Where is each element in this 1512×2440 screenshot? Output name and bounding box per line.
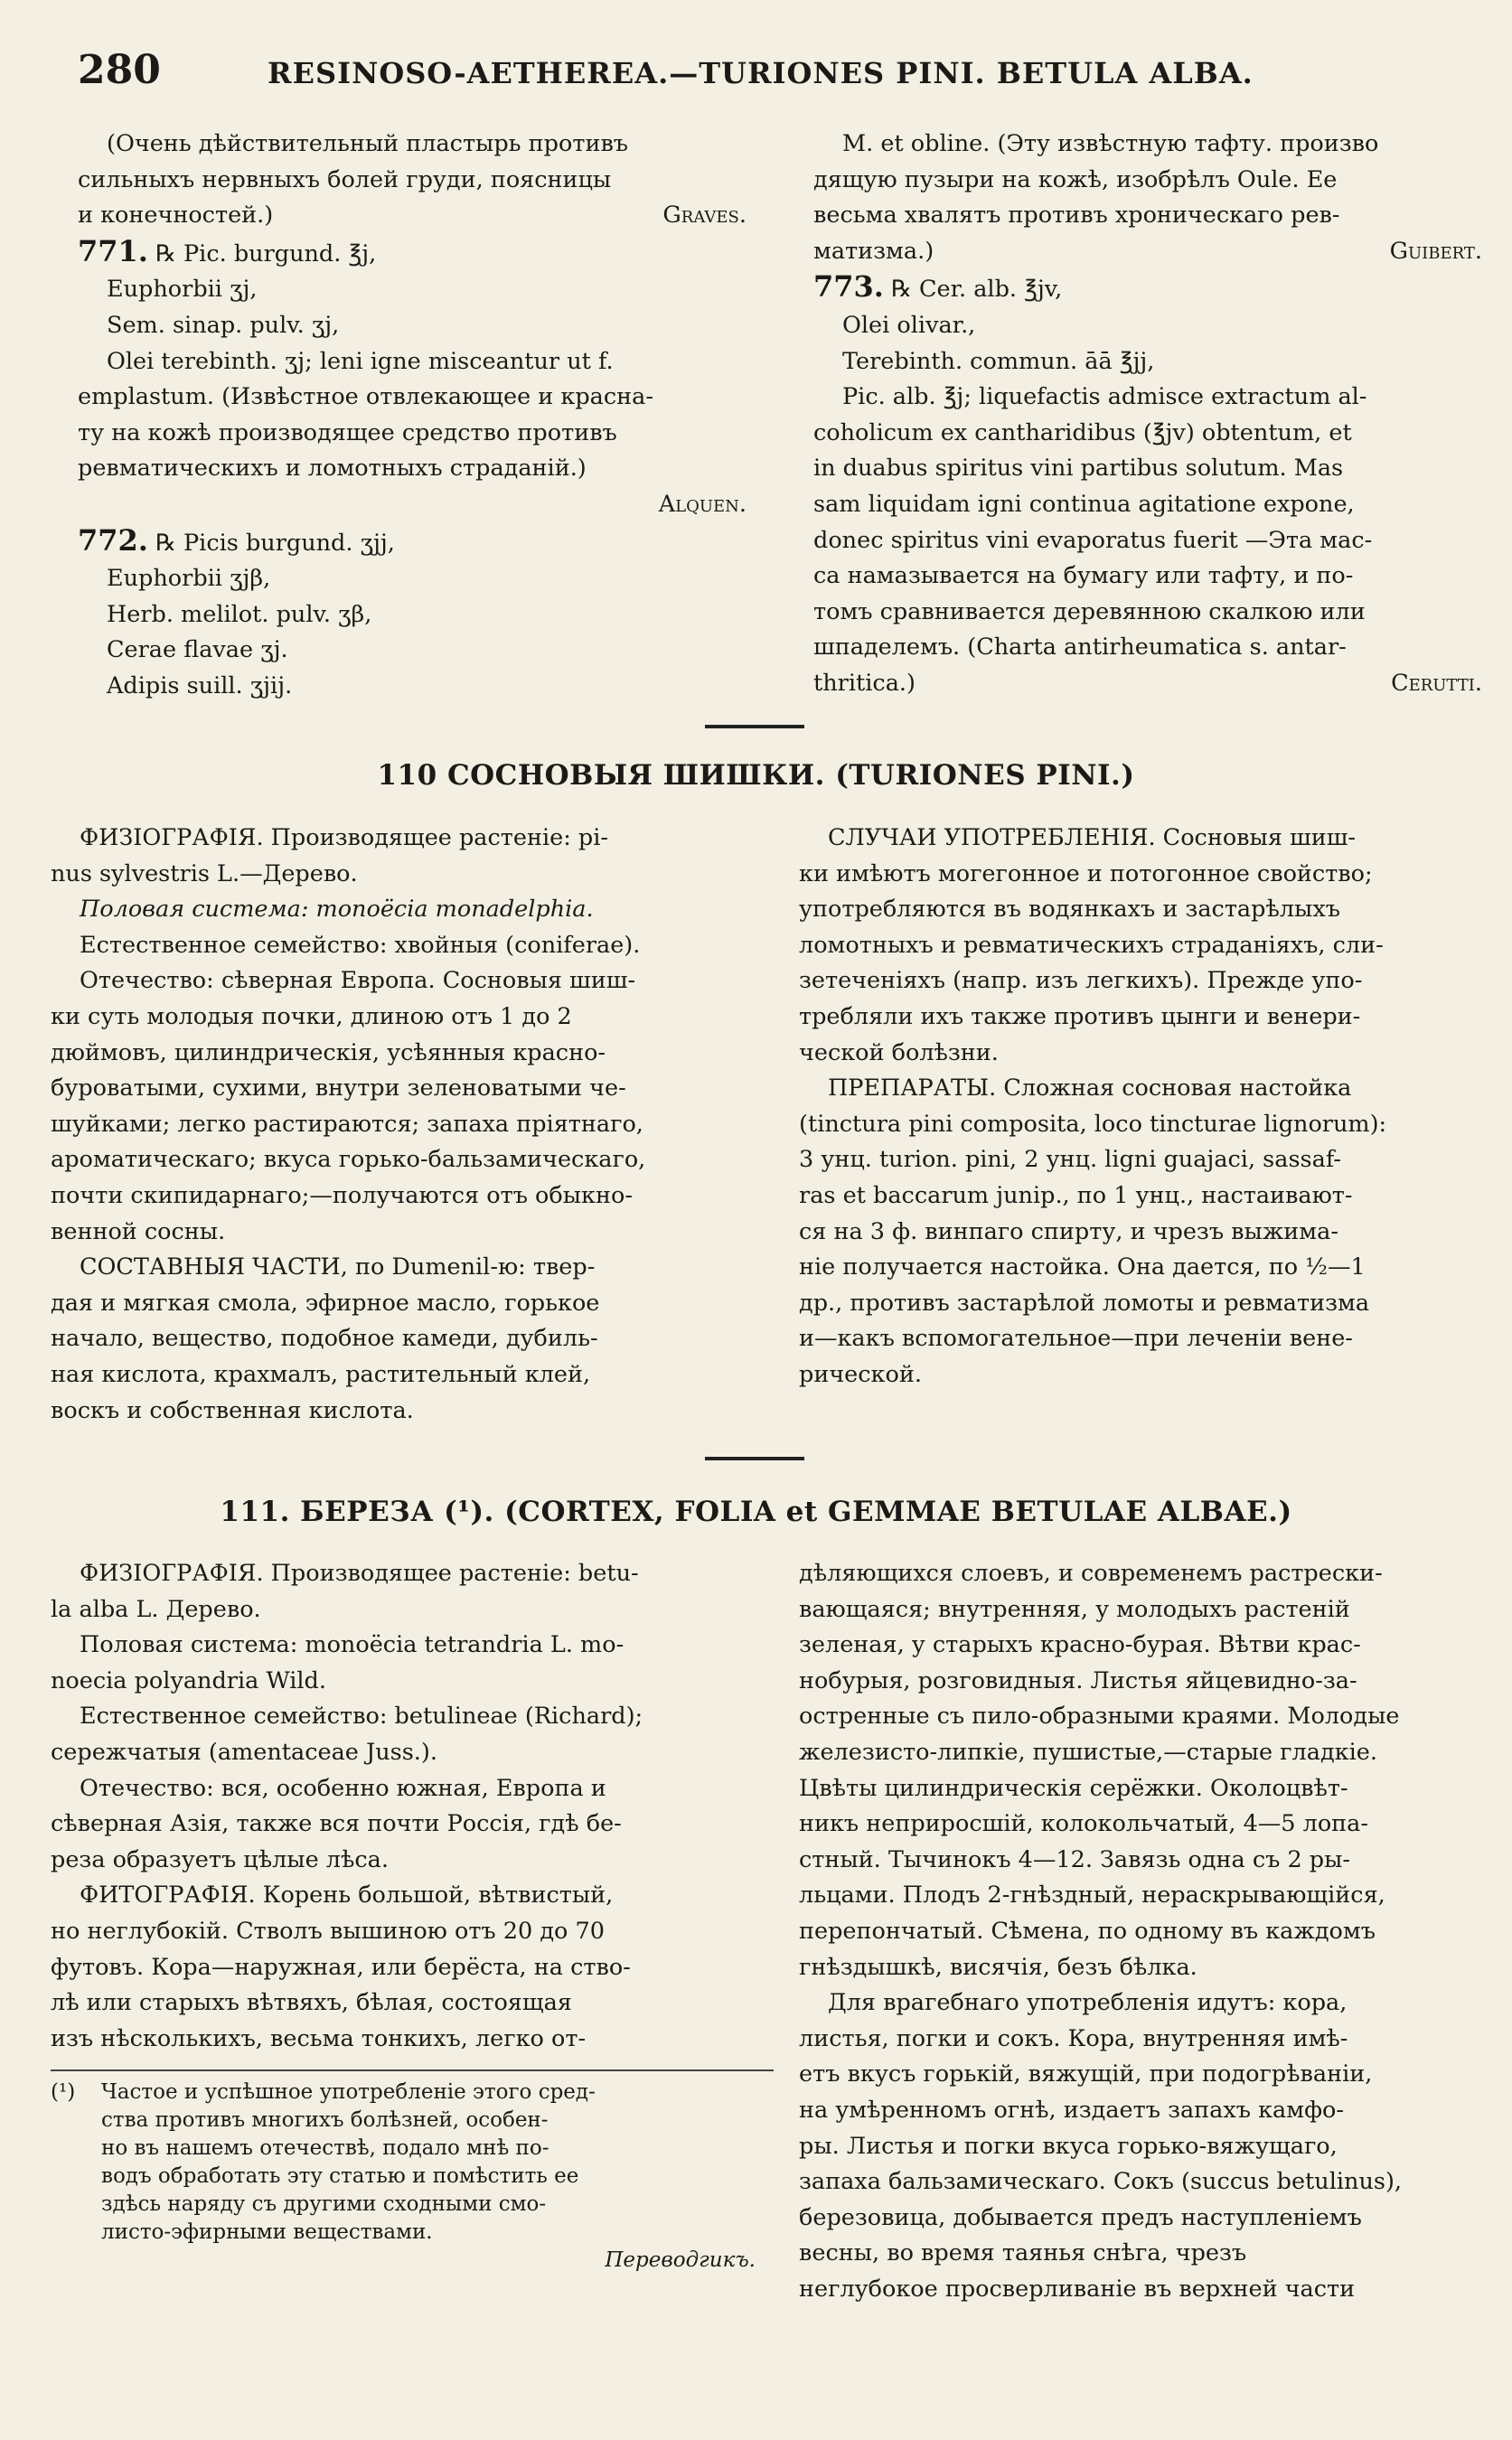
text-line: ческой болѣзни. — [799, 1038, 999, 1066]
footnote-line: водъ обработать эту статью и помѣстить ее — [101, 2164, 579, 2188]
text-line: Половая система: monoëcia monadelphia. — [80, 896, 594, 924]
text-line: но неглубокій. Стволъ вышиною отъ 20 до 70 — [51, 1917, 605, 1945]
text-line: стный. Тычинокъ 4—12. Завязь одна съ 2 ры- — [799, 1845, 1351, 1873]
text-line: венной сосны. — [51, 1217, 226, 1245]
text-line: ФИЗІОГРАФІЯ. Производящее растеніе: pi- — [80, 824, 609, 851]
text-line: ки суть молодыя почки, длиною отъ 1 до 2 — [51, 1002, 572, 1030]
text-line: дящую пузыри на кожѣ, изобрѣлъ Oule. Ее — [813, 165, 1338, 193]
footnote-line: Частое и успѣшное употребленіе этого сред- — [101, 2080, 596, 2104]
author-signature: Graves. — [662, 202, 747, 230]
top-left-column — [78, 127, 747, 705]
text-line: рической. — [799, 1360, 922, 1388]
page-header — [78, 47, 1488, 101]
text-line: M. et oblinе. (Эту извѣстную тафту. произво — [842, 130, 1379, 157]
text-line: ки имѣютъ могегонное и потогонное свойство; — [799, 859, 1373, 887]
footnote-line: ства противъ многихъ болѣзней, особен- — [101, 2108, 549, 2132]
text-line: Половая система: monoëcia tetrandria L. mo- — [80, 1631, 625, 1659]
text-line: реза образуетъ цѣлые лѣса. — [51, 1845, 389, 1873]
footnote-line: но въ нашемъ отечествѣ, подало мнѣ по- — [101, 2136, 549, 2160]
recipe-line: Cerae flavae ʒj. — [107, 636, 288, 664]
section-110-title: 110 СОСНОВЫЯ ШИШКИ. (TURIONES PINI.) — [377, 759, 1135, 792]
text-line: матизма.) — [813, 237, 934, 265]
text-line: Отечество: вся, особенно южная, Европа и — [80, 1774, 606, 1802]
text-line: дая и мягкая смола, эфирное масло, горькое — [51, 1289, 600, 1317]
recipe-number: 772. — [78, 522, 148, 558]
text-line: др., противъ застарѣлой ломоты и ревматизма — [799, 1289, 1370, 1317]
recipe-line: ℞ Pic. burgund. ℥j, — [155, 239, 377, 267]
recipe-line: coholicum ex cantharidibus (℥jv) obtentum, et — [813, 418, 1352, 446]
text-line: вающаяся; внутренняя, у молодыхъ растеній — [799, 1595, 1350, 1623]
text-line: березовица, добывается предъ наступленіемъ — [799, 2203, 1362, 2231]
text-line: 3 унц. turion. pini, 2 унц. ligni guajaci, sassaf- — [799, 1146, 1341, 1174]
text-line: СЛУЧАИ УПОТРЕБЛЕНІЯ. Сосновыя шиш- — [828, 824, 1357, 851]
text-line: Отечество: сѣверная Европа. Сосновыя шиш- — [80, 967, 636, 995]
text-line: noecia polyandria Wild. — [51, 1666, 326, 1694]
section-111-left-column — [51, 1556, 774, 2057]
section-divider — [705, 1457, 804, 1460]
text-line: футовъ. Кора—наружная, или берёста, на ство- — [51, 1953, 631, 1981]
footnote — [51, 2079, 774, 2275]
recipe-line: sam liquidam igni continua agitatione expone, — [813, 490, 1355, 518]
recipe-number: 771. — [78, 233, 148, 268]
text-line: ніе получается настойка. Она дается, по ½—1 — [799, 1253, 1366, 1281]
text-line: дѣляющихся слоевъ, и современемъ растрески- — [799, 1560, 1383, 1587]
text-line: буроватыми, сухими, внутри зеленоватыми че- — [51, 1075, 626, 1103]
text-line: ароматическаго; вкуса горько-бальзамическаго, — [51, 1146, 646, 1174]
recipe-line: thritica.) — [813, 669, 916, 697]
text-line: дюймовъ, цилиндрическія, усѣянныя красно- — [51, 1038, 606, 1066]
text-line: сѣверная Азія, также вся почти Россія, гдѣ бе- — [51, 1810, 622, 1838]
author-signature: Cerutti. — [1391, 669, 1482, 697]
author-signature: Guibert. — [1389, 237, 1482, 265]
text-line: начало, вещество, подобное камеди, дубиль- — [51, 1325, 598, 1353]
recipe-line: Sem. sinap. pulv. ʒj, — [107, 311, 340, 339]
text-line: почти скипидарнаго;—получаются отъ обыкно- — [51, 1181, 633, 1209]
recipe-771 — [78, 234, 747, 523]
recipe-line: Herb. melilot. pulv. ʒβ, — [107, 600, 372, 628]
text-line: ная кислота, крахмалъ, растительный клей, — [51, 1360, 591, 1388]
text-line: нобурыя, розговидныя. Листья яйцевидно-за- — [799, 1666, 1357, 1694]
recipe-line: Olei olivar., — [842, 311, 976, 339]
section-110-right-column — [799, 821, 1504, 1394]
text-line: и конечностей.) — [78, 202, 274, 230]
text-line: сильныхъ нервныхъ болей груди, поясницы — [78, 165, 612, 193]
page-number: 280 — [78, 47, 161, 93]
text-line: лѣ или старыхъ вѣтвяхъ, бѣлая, состоящая — [51, 1989, 572, 2017]
text-line: и—какъ вспомогательное—при леченіи вене- — [799, 1325, 1353, 1353]
footnote-line: здѣсь наряду съ другими сходными смо- — [101, 2192, 547, 2216]
text-line: Естественное семейство: betulineae (Richard); — [80, 1703, 643, 1731]
text-line: (tinctura pini composita, loco tincturae lignorum): — [799, 1110, 1387, 1138]
text-line: Естественное семейство: хвойныя (coniferae). — [80, 931, 641, 959]
text-line: nus sylvestris L.—Дерево. — [51, 859, 358, 887]
recipe-line: ту на кожѣ производящее средство противъ — [78, 418, 617, 446]
text-line: ПРЕПАРАТЫ. Сложная сосновая настойка — [828, 1075, 1352, 1103]
text-line: ФИТОГРАФІЯ. Корень большой, вѣтвистый, — [80, 1882, 614, 1910]
section-111-right-column — [799, 1556, 1504, 2307]
text-line: требляли ихъ также противъ цынги и венери- — [799, 1002, 1361, 1030]
text-line: зетеченіяхъ (напр. изъ легкихъ). Прежде упо- — [799, 967, 1363, 995]
section-111-title: 111. БЕРЕЗА (¹). (CORTEX, FOLIA et GEMMAE BETULAE ALBAE.) — [220, 1496, 1292, 1528]
text-line: ся на 3 ф. винпаго спирту, и чрезъ выжима- — [799, 1217, 1338, 1245]
text-line: неглубокое просверливаніе въ верхней части — [799, 2275, 1356, 2303]
text-line: остренные съ пило-образными краями. Молодые — [799, 1703, 1400, 1731]
recipe-line: ℞ Picis burgund. ʒjj, — [155, 529, 395, 557]
recipe-line: ℞ Cer. alb. ℥jv, — [891, 276, 1063, 304]
recipe-line: Terebinth. commun. āā ℥jj, — [842, 347, 1155, 375]
footnote-rule — [51, 2069, 774, 2071]
text-line: ras et baccarum junip., по 1 унц., настаивают- — [799, 1181, 1353, 1209]
recipe-number: 773. — [813, 269, 884, 305]
recipe-line: Euphorbii ʒj, — [107, 276, 258, 304]
author-signature: Alquen. — [658, 490, 747, 518]
text-line: запаха бальзамическаго. Сокъ (succus betulinus), — [799, 2168, 1403, 2196]
text-line: гнѣздышкѣ, висячія, безъ бѣлка. — [799, 1953, 1197, 1981]
text-line: перепончатый. Сѣмена, по одному въ каждомъ — [799, 1917, 1376, 1945]
text-line: воскъ и собственная кислота. — [51, 1396, 414, 1424]
recipe-line: Adipis suill. ʒjij. — [107, 671, 293, 699]
recipe-line: Euphorbii ʒjβ, — [107, 565, 271, 593]
text-line: весьма хвалятъ противъ хроническаго рев- — [813, 202, 1340, 230]
recipe-line: emplastum. (Извѣстное отвлекающее и красна- — [78, 383, 653, 411]
text-line: листья, погки и сокъ. Кора, внутренняя имѣ- — [799, 2024, 1348, 2052]
text-line: весны, во время таянья снѣга, чрезъ — [799, 2239, 1247, 2267]
top-right-column — [813, 127, 1482, 702]
translator-signature: Переводгикъ. — [605, 2248, 756, 2272]
text-line: (Очень дѣйствительный пластырь противъ — [107, 130, 629, 157]
footnote-line: листо-эфирными веществами. — [101, 2220, 433, 2244]
text-line: никъ неприросшій, колокольчатый, 4—5 лопа- — [799, 1810, 1368, 1838]
footnote-mark: (¹) — [51, 2080, 76, 2104]
text-line: Цвѣты цилиндрическія серёжки. Околоцвѣт- — [799, 1774, 1348, 1802]
text-line: сережчатыя (amentaceae Juss.). — [51, 1738, 437, 1766]
text-line: етъ вкусъ горькій, вяжущій, при подогрѣваніи, — [799, 2060, 1373, 2088]
text-line: изъ нѣсколькихъ, весьма тонкихъ, легко от- — [51, 2024, 587, 2052]
recipe-line: Olei terebinth. ʒj; leni igne misceantur ut f. — [107, 347, 614, 375]
recipe-line: ревматическихъ и ломотныхъ страданій.) — [78, 455, 587, 483]
recipe-772 — [78, 523, 747, 705]
section-divider — [705, 725, 804, 728]
text-line: ломотныхъ и ревматическихъ страданіяхъ, сли- — [799, 931, 1384, 959]
text-line: употребляются въ водянкахъ и застарѣлыхъ — [799, 896, 1340, 924]
recipe-line: шпаделемъ. (Charta antirheumatica s. antar- — [813, 633, 1347, 662]
text-line: зеленая, у старыхъ красно-бурая. Вѣтви крас- — [799, 1631, 1361, 1659]
recipe-line: in duabus spiritus vini partibus solutum. Mas — [813, 455, 1344, 483]
text-line: шуйками; легко растираются; запаха пріятнаго, — [51, 1110, 643, 1138]
text-line: железисто-липкіе, пушистые,—старые гладкіе. — [799, 1738, 1377, 1766]
recipe-line: Pic. alb. ℥j; liquefactis admisce extractum al- — [842, 383, 1367, 411]
text-line: Для врагебнаго употребленія идутъ: кора, — [828, 1989, 1348, 2017]
text-line: на умѣренномъ огнѣ, издаетъ запахъ камфо- — [799, 2096, 1344, 2124]
text-line: la alba L. Дерево. — [51, 1595, 261, 1623]
section-110-left-column — [51, 821, 774, 1429]
recipe-line: са намазывается на бумагу или тафту, и по- — [813, 562, 1354, 590]
recipe-773 — [813, 269, 1482, 701]
recipe-line: томъ сравнивается деревянною скалкою или — [813, 597, 1366, 625]
running-title: RESINOSO-AETHEREA.—TURIONES PINI. BETULA ALBA. — [268, 56, 1254, 90]
text-line: ФИЗІОГРАФІЯ. Производящее растеніе: betu- — [80, 1560, 639, 1587]
text-line: льцами. Плодъ 2-гнѣздный, нераскрывающійся, — [799, 1882, 1385, 1910]
recipe-line: donec spiritus vini evaporatus fuerit —Эта мас- — [813, 526, 1373, 554]
text-line: СОСТАВНЫЯ ЧАСТИ, по Dumenil-ю: твер- — [80, 1253, 596, 1281]
text-line: ры. Листья и погки вкуса горько-вяжущаго, — [799, 2132, 1338, 2160]
